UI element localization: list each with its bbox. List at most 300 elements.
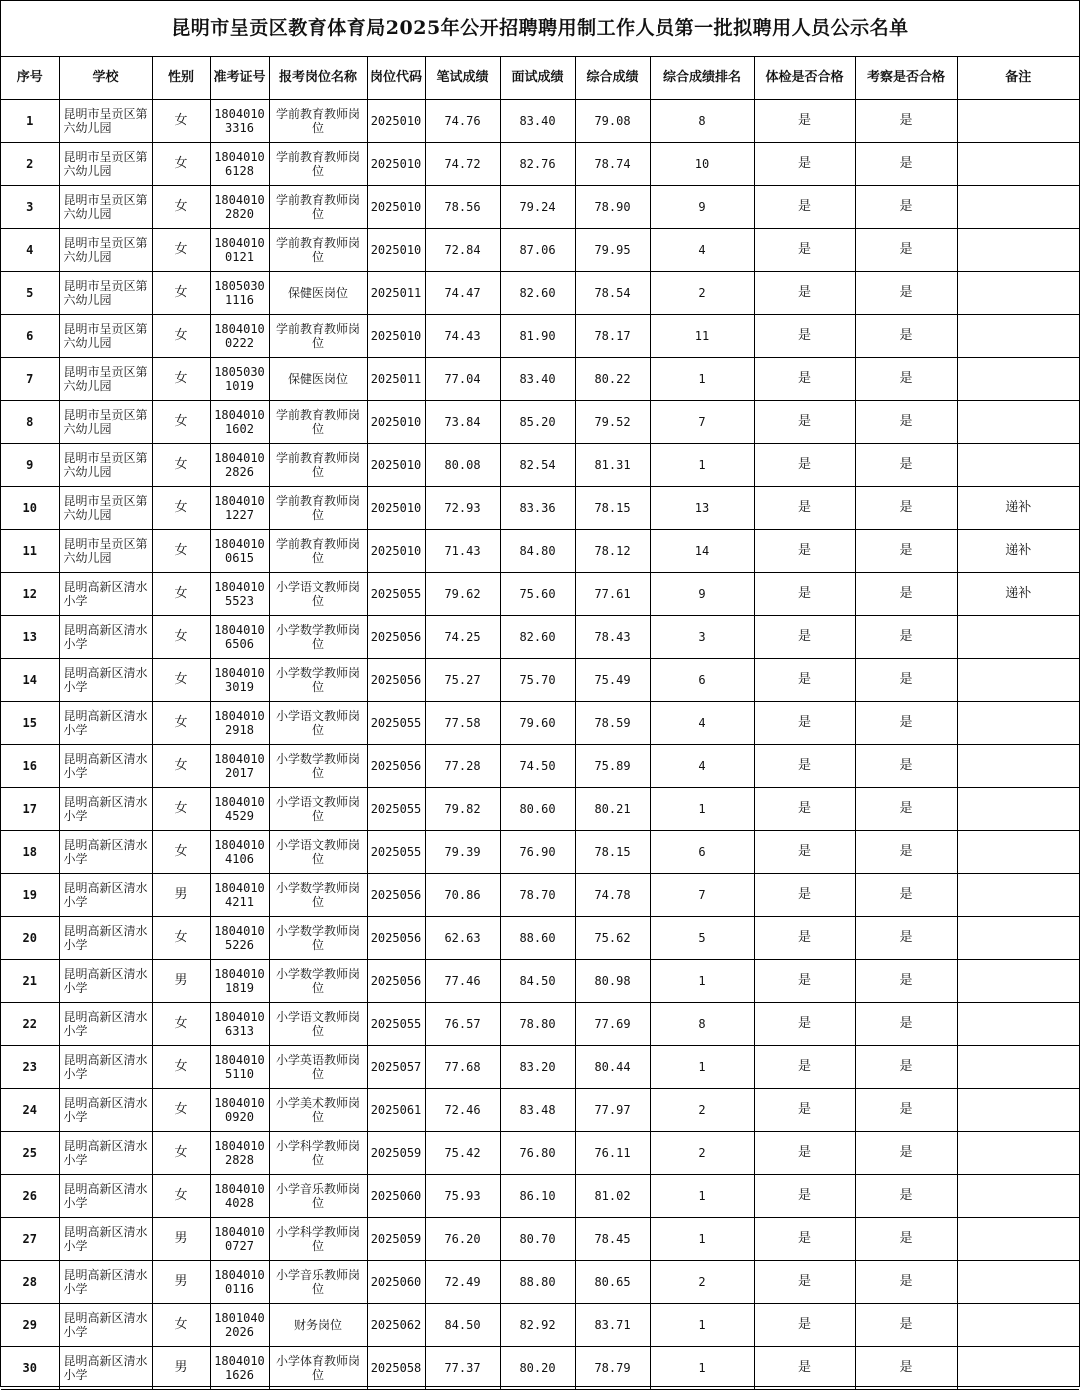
cell-post-code: 2025010 <box>367 530 425 573</box>
cell-index: 28 <box>1 1261 59 1304</box>
cell-post-name: 财务岗位 <box>269 1304 367 1347</box>
cell-post-name: 保健医岗位 <box>269 272 367 315</box>
cell-ticket: 18040100121 <box>210 229 269 272</box>
cell-post-code: 2025056 <box>367 874 425 917</box>
cell-written-score: 77.68 <box>425 1046 500 1089</box>
cell-interview-score: 74.50 <box>500 745 575 788</box>
cell-post-code: 2025010 <box>367 186 425 229</box>
cell-post-code: 2025055 <box>367 702 425 745</box>
cell-index: 16 <box>1 745 59 788</box>
cell-gender: 女 <box>152 444 210 487</box>
cell-interview-score: 88.60 <box>500 917 575 960</box>
table-row <box>1 1261 1079 1304</box>
cell-index: 2 <box>1 143 59 186</box>
col-header-total: 综合成绩 <box>575 57 650 100</box>
cell-gender: 女 <box>152 573 210 616</box>
cell-ticket: 18040101602 <box>210 401 269 444</box>
cell-post-code: 2025010 <box>367 315 425 358</box>
cell-ticket: 18040100920 <box>210 1089 269 1132</box>
cell-post-name: 小学音乐教师岗位 <box>269 1261 367 1304</box>
candidate-table <box>1 57 1079 1390</box>
cell-inspection-pass: 是 <box>855 788 957 831</box>
cell-remark <box>957 444 1079 487</box>
cell-remark <box>957 358 1079 401</box>
cell-total-score: 78.54 <box>575 272 650 315</box>
cell-gender: 女 <box>152 315 210 358</box>
cell-written-score: 77.28 <box>425 745 500 788</box>
cell-index: 26 <box>1 1175 59 1218</box>
cell-physical-pass: 是 <box>754 1003 855 1046</box>
cell-ticket: 18040103019 <box>210 659 269 702</box>
cell-total-score: 80.22 <box>575 358 650 401</box>
cell-school: 昆明高新区清水小学 <box>59 1304 152 1347</box>
cell-physical-pass: 是 <box>754 616 855 659</box>
cell-total-score: 79.52 <box>575 401 650 444</box>
cell-physical-pass: 是 <box>754 788 855 831</box>
cell-inspection-pass: 是 <box>855 1132 957 1175</box>
cell-post-code: 2025060 <box>367 1261 425 1304</box>
cell-written-score: 77.46 <box>425 960 500 1003</box>
cell-post-name: 小学数学教师岗位 <box>269 917 367 960</box>
cell-remark <box>957 702 1079 745</box>
cell-post-code: 2025055 <box>367 831 425 874</box>
cell-interview-score: 79.24 <box>500 186 575 229</box>
cell-school: 昆明市呈贡区第六幼儿园 <box>59 487 152 530</box>
cell-interview-score: 80.70 <box>500 1218 575 1261</box>
cell-school: 昆明高新区清水小学 <box>59 616 152 659</box>
cell-post-name: 学前教育教师岗位 <box>269 100 367 143</box>
cell-post-code: 2025057 <box>367 1046 425 1089</box>
cell-total-score: 83.71 <box>575 1304 650 1347</box>
cell-inspection-pass: 是 <box>855 1261 957 1304</box>
cell-post-code: 2025056 <box>367 917 425 960</box>
cell-total-score: 78.12 <box>575 530 650 573</box>
cell-written-score: 74.43 <box>425 315 500 358</box>
cell-remark: 递补 <box>957 530 1079 573</box>
cell-ticket: 18050301019 <box>210 358 269 401</box>
cell-interview-score: 78.80 <box>500 1003 575 1046</box>
cell-index: 13 <box>1 616 59 659</box>
cell-gender: 女 <box>152 831 210 874</box>
cell-inspection-pass: 是 <box>855 100 957 143</box>
cell-school: 昆明市呈贡区第六幼儿园 <box>59 100 152 143</box>
cell-post-name: 学前教育教师岗位 <box>269 530 367 573</box>
cell-post-code: 2025056 <box>367 616 425 659</box>
cell-post-name: 小学数学教师岗位 <box>269 659 367 702</box>
table-row <box>1 917 1079 960</box>
cell-index: 22 <box>1 1003 59 1046</box>
cell-post-code: 2025055 <box>367 1003 425 1046</box>
cell-physical-pass: 是 <box>754 100 855 143</box>
cell-post-code: 2025060 <box>367 1175 425 1218</box>
cell-remark: 递补 <box>957 487 1079 530</box>
cell-post-name: 小学语文教师岗位 <box>269 573 367 616</box>
cell-rank: 4 <box>650 745 754 788</box>
cell-gender: 男 <box>152 1347 210 1390</box>
cell-physical-pass: 是 <box>754 917 855 960</box>
cell-ticket: 18050301116 <box>210 272 269 315</box>
cell-physical-pass: 是 <box>754 1175 855 1218</box>
cell-index: 5 <box>1 272 59 315</box>
cell-inspection-pass: 是 <box>855 1347 957 1390</box>
cell-rank: 4 <box>650 229 754 272</box>
col-header-written: 笔试成绩 <box>425 57 500 100</box>
cell-remark <box>957 831 1079 874</box>
cell-rank: 5 <box>650 917 754 960</box>
cell-written-score: 74.72 <box>425 143 500 186</box>
cell-inspection-pass: 是 <box>855 960 957 1003</box>
cell-written-score: 79.82 <box>425 788 500 831</box>
cell-post-name: 学前教育教师岗位 <box>269 444 367 487</box>
cell-index: 18 <box>1 831 59 874</box>
cell-total-score: 75.62 <box>575 917 650 960</box>
cell-school: 昆明高新区清水小学 <box>59 1175 152 1218</box>
cell-index: 7 <box>1 358 59 401</box>
cell-rank: 2 <box>650 1132 754 1175</box>
table-row <box>1 1175 1079 1218</box>
cell-inspection-pass: 是 <box>855 573 957 616</box>
cell-index: 6 <box>1 315 59 358</box>
cell-ticket: 18040100615 <box>210 530 269 573</box>
cell-remark <box>957 229 1079 272</box>
cell-total-score: 80.44 <box>575 1046 650 1089</box>
cell-total-score: 80.21 <box>575 788 650 831</box>
cell-physical-pass: 是 <box>754 401 855 444</box>
cell-written-score: 76.20 <box>425 1218 500 1261</box>
cell-written-score: 71.43 <box>425 530 500 573</box>
cell-gender: 女 <box>152 917 210 960</box>
cell-written-score: 80.08 <box>425 444 500 487</box>
table-row <box>1 659 1079 702</box>
cell-remark <box>957 1089 1079 1132</box>
cell-post-code: 2025056 <box>367 960 425 1003</box>
table-row <box>1 831 1079 874</box>
cell-physical-pass: 是 <box>754 1304 855 1347</box>
cell-post-name: 学前教育教师岗位 <box>269 186 367 229</box>
cell-ticket: 18040100727 <box>210 1218 269 1261</box>
cell-school: 昆明市呈贡区第六幼儿园 <box>59 401 152 444</box>
cell-post-code: 2025055 <box>367 573 425 616</box>
cell-school: 昆明高新区清水小学 <box>59 573 152 616</box>
cell-inspection-pass: 是 <box>855 229 957 272</box>
cell-written-score: 62.63 <box>425 917 500 960</box>
cell-remark <box>957 1218 1079 1261</box>
cell-inspection-pass: 是 <box>855 1046 957 1089</box>
cell-physical-pass: 是 <box>754 186 855 229</box>
cell-inspection-pass: 是 <box>855 745 957 788</box>
cell-interview-score: 82.60 <box>500 616 575 659</box>
cell-remark <box>957 1003 1079 1046</box>
cell-post-name: 小学语文教师岗位 <box>269 1003 367 1046</box>
cell-total-score: 80.65 <box>575 1261 650 1304</box>
cell-post-name: 小学科学教师岗位 <box>269 1132 367 1175</box>
cell-post-code: 2025059 <box>367 1218 425 1261</box>
table-row <box>1 1218 1079 1261</box>
cell-post-name: 学前教育教师岗位 <box>269 487 367 530</box>
cell-gender: 女 <box>152 1132 210 1175</box>
cell-inspection-pass: 是 <box>855 272 957 315</box>
cell-inspection-pass: 是 <box>855 186 957 229</box>
cell-remark <box>957 100 1079 143</box>
cell-total-score: 78.43 <box>575 616 650 659</box>
cell-inspection-pass: 是 <box>855 702 957 745</box>
cell-gender: 男 <box>152 1261 210 1304</box>
cell-ticket: 18040101227 <box>210 487 269 530</box>
cell-remark <box>957 1304 1079 1347</box>
cell-post-name: 小学科学教师岗位 <box>269 1218 367 1261</box>
cell-written-score: 77.37 <box>425 1347 500 1390</box>
cell-total-score: 81.02 <box>575 1175 650 1218</box>
table-row <box>1 186 1079 229</box>
col-header-interview: 面试成绩 <box>500 57 575 100</box>
cell-total-score: 78.17 <box>575 315 650 358</box>
cell-written-score: 75.27 <box>425 659 500 702</box>
cell-post-code: 2025062 <box>367 1304 425 1347</box>
cell-interview-score: 82.92 <box>500 1304 575 1347</box>
cell-ticket: 18040104106 <box>210 831 269 874</box>
cell-inspection-pass: 是 <box>855 1304 957 1347</box>
cell-post-name: 小学体育教师岗位 <box>269 1347 367 1390</box>
col-header-rank: 综合成绩排名 <box>650 57 754 100</box>
cell-post-name: 学前教育教师岗位 <box>269 143 367 186</box>
cell-written-score: 74.25 <box>425 616 500 659</box>
cell-post-code: 2025059 <box>367 1132 425 1175</box>
cell-index: 14 <box>1 659 59 702</box>
cell-interview-score: 80.20 <box>500 1347 575 1390</box>
cell-physical-pass: 是 <box>754 1132 855 1175</box>
cell-post-name: 学前教育教师岗位 <box>269 401 367 444</box>
cell-rank: 8 <box>650 100 754 143</box>
cell-remark <box>957 401 1079 444</box>
header-row <box>1 57 1079 100</box>
cell-ticket: 18040104028 <box>210 1175 269 1218</box>
cell-post-code: 2025058 <box>367 1347 425 1390</box>
cell-interview-score: 88.80 <box>500 1261 575 1304</box>
cell-post-code: 2025056 <box>367 745 425 788</box>
cell-gender: 女 <box>152 100 210 143</box>
col-header-gender: 性别 <box>152 57 210 100</box>
cell-inspection-pass: 是 <box>855 917 957 960</box>
cell-interview-score: 80.60 <box>500 788 575 831</box>
cell-total-score: 78.79 <box>575 1347 650 1390</box>
cell-rank: 14 <box>650 530 754 573</box>
cell-total-score: 75.89 <box>575 745 650 788</box>
cell-post-name: 小学美术教师岗位 <box>269 1089 367 1132</box>
cell-index: 29 <box>1 1304 59 1347</box>
cell-post-name: 小学数学教师岗位 <box>269 745 367 788</box>
cell-rank: 7 <box>650 874 754 917</box>
cell-post-code: 2025056 <box>367 659 425 702</box>
cell-total-score: 78.90 <box>575 186 650 229</box>
table-row <box>1 1003 1079 1046</box>
cell-interview-score: 83.40 <box>500 358 575 401</box>
cell-school: 昆明市呈贡区第六幼儿园 <box>59 444 152 487</box>
cell-gender: 男 <box>152 1218 210 1261</box>
cell-index: 12 <box>1 573 59 616</box>
cell-ticket: 18040101819 <box>210 960 269 1003</box>
cell-remark <box>957 315 1079 358</box>
cell-ticket: 18010402026 <box>210 1304 269 1347</box>
cell-rank: 9 <box>650 186 754 229</box>
cell-index: 3 <box>1 186 59 229</box>
cell-physical-pass: 是 <box>754 702 855 745</box>
table-row <box>1 229 1079 272</box>
cell-ticket: 18040102828 <box>210 1132 269 1175</box>
cell-rank: 7 <box>650 401 754 444</box>
cell-ticket: 18040102017 <box>210 745 269 788</box>
cell-remark <box>957 143 1079 186</box>
cell-index: 4 <box>1 229 59 272</box>
cell-written-score: 77.58 <box>425 702 500 745</box>
cell-gender: 女 <box>152 1304 210 1347</box>
cell-total-score: 77.61 <box>575 573 650 616</box>
cell-ticket: 18040105110 <box>210 1046 269 1089</box>
cell-index: 27 <box>1 1218 59 1261</box>
cell-physical-pass: 是 <box>754 358 855 401</box>
cell-school: 昆明高新区清水小学 <box>59 960 152 1003</box>
cell-post-code: 2025010 <box>367 143 425 186</box>
cell-ticket: 18040103316 <box>210 100 269 143</box>
table-row <box>1 487 1079 530</box>
cell-physical-pass: 是 <box>754 530 855 573</box>
cell-index: 20 <box>1 917 59 960</box>
cell-remark <box>957 745 1079 788</box>
cell-post-code: 2025010 <box>367 444 425 487</box>
cell-gender: 女 <box>152 143 210 186</box>
cell-school: 昆明高新区清水小学 <box>59 874 152 917</box>
cell-written-score: 77.04 <box>425 358 500 401</box>
cell-index: 9 <box>1 444 59 487</box>
table-row <box>1 960 1079 1003</box>
cell-remark: 递补 <box>957 573 1079 616</box>
cell-physical-pass: 是 <box>754 1347 855 1390</box>
cell-ticket: 18040100116 <box>210 1261 269 1304</box>
cell-inspection-pass: 是 <box>855 444 957 487</box>
cell-rank: 13 <box>650 487 754 530</box>
cell-total-score: 75.49 <box>575 659 650 702</box>
cell-ticket: 18040102820 <box>210 186 269 229</box>
cell-total-score: 78.15 <box>575 487 650 530</box>
cell-interview-score: 83.36 <box>500 487 575 530</box>
table-row <box>1 444 1079 487</box>
cell-inspection-pass: 是 <box>855 315 957 358</box>
cell-physical-pass: 是 <box>754 1218 855 1261</box>
col-header-inspection: 考察是否合格 <box>855 57 957 100</box>
cell-remark <box>957 788 1079 831</box>
cell-inspection-pass: 是 <box>855 831 957 874</box>
cell-remark <box>957 874 1079 917</box>
col-header-post-code: 岗位代码 <box>367 57 425 100</box>
cell-school: 昆明市呈贡区第六幼儿园 <box>59 530 152 573</box>
cell-written-score: 73.84 <box>425 401 500 444</box>
cell-rank: 1 <box>650 1347 754 1390</box>
cell-written-score: 79.39 <box>425 831 500 874</box>
cell-ticket: 18040104529 <box>210 788 269 831</box>
cell-ticket: 18040105523 <box>210 573 269 616</box>
cell-rank: 2 <box>650 1261 754 1304</box>
cell-rank: 4 <box>650 702 754 745</box>
cell-school: 昆明市呈贡区第六幼儿园 <box>59 272 152 315</box>
cell-school: 昆明市呈贡区第六幼儿园 <box>59 186 152 229</box>
col-header-index: 序号 <box>1 57 59 100</box>
cell-total-score: 78.45 <box>575 1218 650 1261</box>
cell-total-score: 77.69 <box>575 1003 650 1046</box>
cell-inspection-pass: 是 <box>855 487 957 530</box>
cell-rank: 1 <box>650 358 754 401</box>
table-body <box>1 100 1079 1390</box>
cell-remark <box>957 1347 1079 1390</box>
cell-index: 25 <box>1 1132 59 1175</box>
table-row <box>1 788 1079 831</box>
cell-physical-pass: 是 <box>754 573 855 616</box>
cell-rank: 6 <box>650 659 754 702</box>
cell-remark <box>957 272 1079 315</box>
cell-inspection-pass: 是 <box>855 1089 957 1132</box>
cell-gender: 女 <box>152 1089 210 1132</box>
cell-physical-pass: 是 <box>754 487 855 530</box>
cell-school: 昆明市呈贡区第六幼儿园 <box>59 143 152 186</box>
cell-rank: 1 <box>650 1304 754 1347</box>
cell-inspection-pass: 是 <box>855 1218 957 1261</box>
cell-post-name: 学前教育教师岗位 <box>269 229 367 272</box>
cell-total-score: 76.11 <box>575 1132 650 1175</box>
cell-interview-score: 85.20 <box>500 401 575 444</box>
cell-school: 昆明市呈贡区第六幼儿园 <box>59 358 152 401</box>
table-row <box>1 1132 1079 1175</box>
cell-interview-score: 82.76 <box>500 143 575 186</box>
cell-physical-pass: 是 <box>754 960 855 1003</box>
cell-gender: 女 <box>152 745 210 788</box>
cell-rank: 6 <box>650 831 754 874</box>
col-header-school: 学校 <box>59 57 152 100</box>
cell-interview-score: 84.80 <box>500 530 575 573</box>
cell-post-name: 小学数学教师岗位 <box>269 874 367 917</box>
col-header-ticket: 准考证号 <box>210 57 269 100</box>
table-row <box>1 874 1079 917</box>
cell-physical-pass: 是 <box>754 874 855 917</box>
cell-gender: 女 <box>152 530 210 573</box>
cell-index: 8 <box>1 401 59 444</box>
cell-ticket: 18040106313 <box>210 1003 269 1046</box>
cell-school: 昆明高新区清水小学 <box>59 1089 152 1132</box>
cell-total-score: 80.98 <box>575 960 650 1003</box>
cell-interview-score: 83.20 <box>500 1046 575 1089</box>
cell-gender: 女 <box>152 358 210 401</box>
cell-inspection-pass: 是 <box>855 358 957 401</box>
cell-interview-score: 79.60 <box>500 702 575 745</box>
cell-interview-score: 83.48 <box>500 1089 575 1132</box>
cell-school: 昆明高新区清水小学 <box>59 1261 152 1304</box>
cell-written-score: 74.76 <box>425 100 500 143</box>
cell-written-score: 75.42 <box>425 1132 500 1175</box>
cell-post-code: 2025010 <box>367 401 425 444</box>
cell-interview-score: 82.60 <box>500 272 575 315</box>
cell-school: 昆明高新区清水小学 <box>59 659 152 702</box>
cell-total-score: 79.95 <box>575 229 650 272</box>
cell-rank: 1 <box>650 1046 754 1089</box>
cell-interview-score: 75.70 <box>500 659 575 702</box>
cell-gender: 女 <box>152 229 210 272</box>
cell-written-score: 84.50 <box>425 1304 500 1347</box>
cell-total-score: 81.31 <box>575 444 650 487</box>
cell-physical-pass: 是 <box>754 745 855 788</box>
cell-interview-score: 87.06 <box>500 229 575 272</box>
cell-written-score: 72.46 <box>425 1089 500 1132</box>
cell-school: 昆明市呈贡区第六幼儿园 <box>59 229 152 272</box>
cell-ticket: 18040102918 <box>210 702 269 745</box>
cell-rank: 1 <box>650 444 754 487</box>
cell-inspection-pass: 是 <box>855 530 957 573</box>
